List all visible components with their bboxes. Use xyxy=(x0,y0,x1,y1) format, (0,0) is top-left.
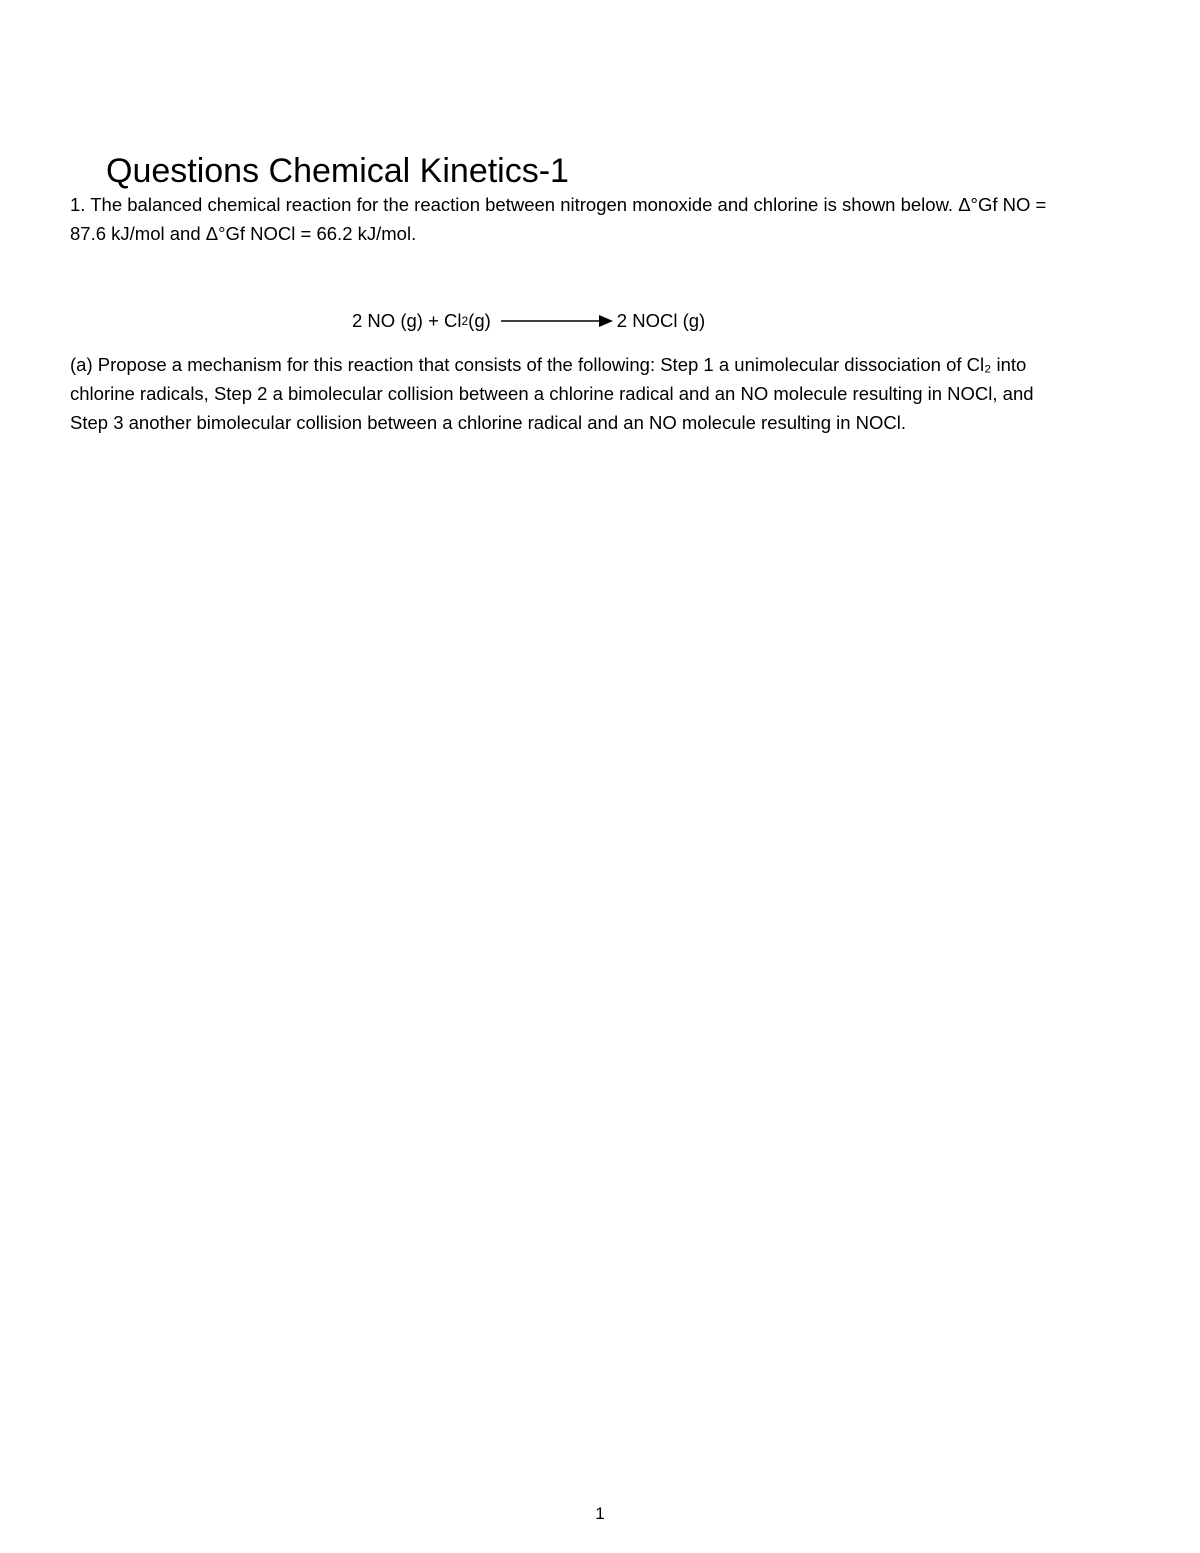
page-title: Questions Chemical Kinetics-1 xyxy=(106,151,569,190)
equation-reactants-prefix: 2 NO (g) + Cl xyxy=(352,310,462,331)
page-number: 1 xyxy=(595,1504,605,1523)
equation-reactants-suffix: (g) xyxy=(468,310,491,331)
equation-products: 2 NOCl (g) xyxy=(616,310,706,331)
chemical-equation xyxy=(352,306,705,336)
question-1a-line-2: chlorine radicals, Step 2 a bimolecular collision between a chlorine radical and an NO molecule resulting in NOCl, and xyxy=(70,383,1034,404)
question-1 xyxy=(70,190,1130,248)
question-1a xyxy=(70,350,1130,437)
reaction-arrow-icon xyxy=(501,314,613,328)
question-1-line-1: 1. The balanced chemical reaction for the reaction between nitrogen monoxide and chlorine is shown below. Δ°Gf NO = xyxy=(70,194,1047,215)
question-1-line-2: 87.6 kJ/mol and Δ°Gf NOCl = 66.2 kJ/mol. xyxy=(70,223,417,244)
question-1a-line-3: Step 3 another bimolecular collision between a chlorine radical and an NO molecule resulting in NOCl. xyxy=(70,412,907,433)
equation-reactant-subscript: 2 xyxy=(461,314,469,328)
question-1a-line-1: (a) Propose a mechanism for this reaction that consists of the following: Step 1 a unimolecular dissociation of Cl₂ into xyxy=(70,354,1027,375)
